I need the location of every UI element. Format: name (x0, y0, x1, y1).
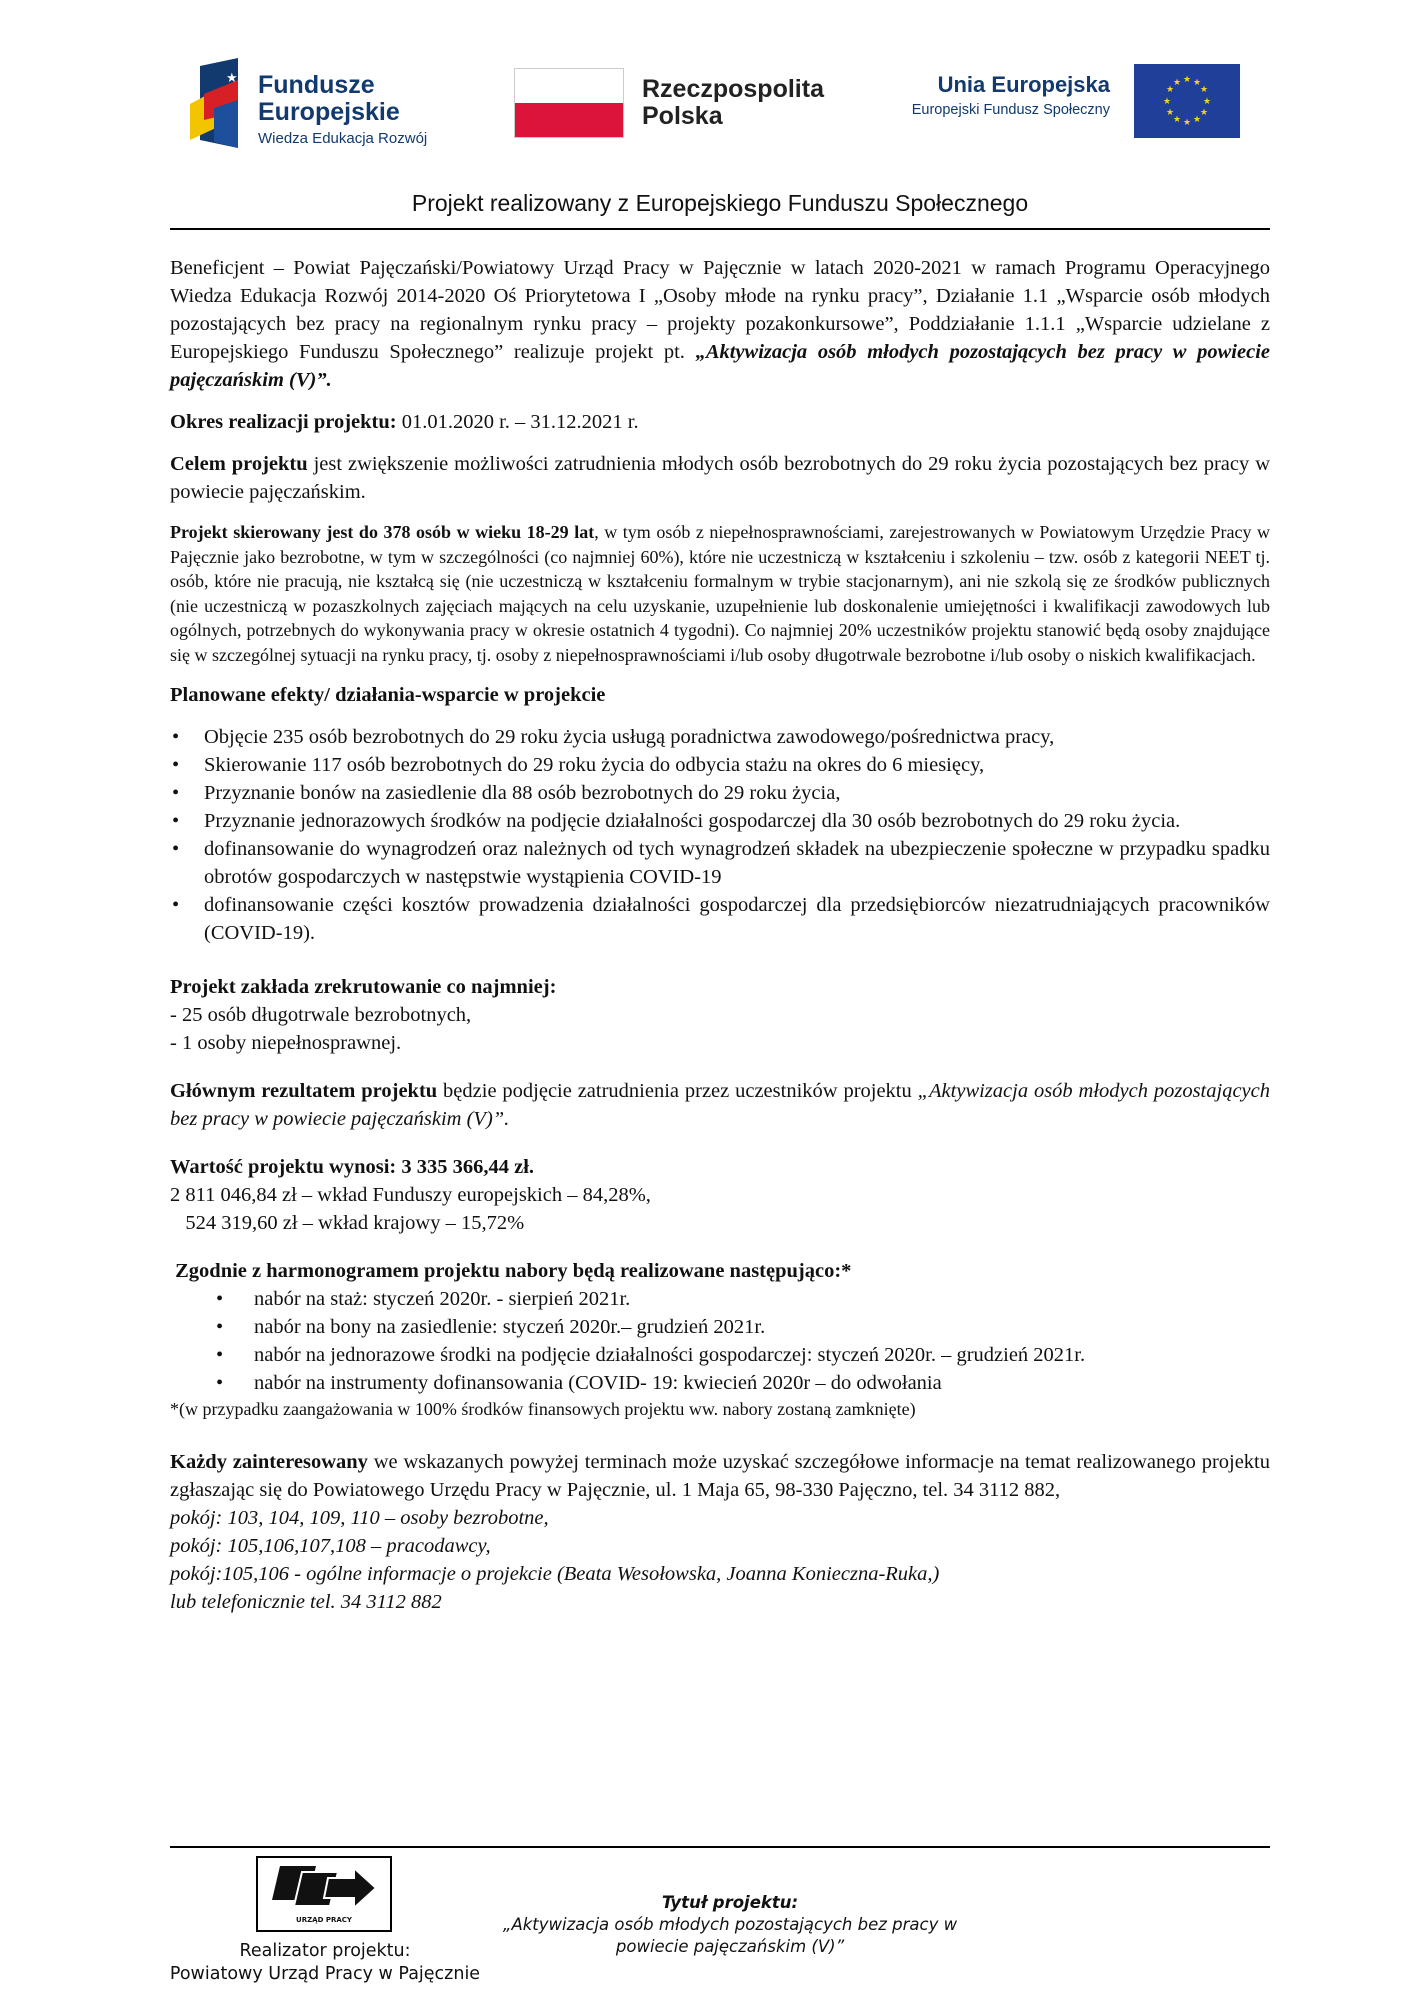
svg-text:★: ★ (1192, 77, 1202, 87)
realizator-label: Realizator projektu: (239, 1941, 411, 1961)
ue-title: Unia Europejska (937, 72, 1110, 97)
list-item: • Przyznanie bonów na zasiedlenie dla 88 osób bezrobotnych do 29 roku życia, (170, 779, 1270, 807)
polish-flag (514, 68, 624, 138)
fe-title-1: Fundusze (258, 71, 375, 99)
effects-heading-text: Planowane efekty/ działania-wsparcie w projekcie (170, 684, 606, 706)
project-title-footer (500, 1892, 960, 1958)
list-item: • Skierowanie 117 osób bezrobotnych do 29 roku życia do odbycia stażu na okres do 6 miesięcy, (170, 751, 1270, 779)
contact-line-4 (170, 1588, 1270, 1616)
ue-subtitle: Europejski Fundusz Społeczny (911, 102, 1110, 118)
list-item: • nabór na instrumenty dofinansowania (COVID- 19: kwiecień 2020r – do odwołania (210, 1369, 1270, 1397)
contact-line-2-text: pokój: 105,106,107,108 – pracodawcy, (170, 1534, 491, 1557)
goal-text: jest zwiększenie możliwości zatrudnienia młodych osób bezrobotnych do 29 roku życia pozostających bez pracy w powiecie pajęczańskim. (170, 453, 1270, 503)
period-paragraph (170, 408, 1270, 436)
value-heading (170, 1153, 1270, 1181)
value-line-2: 524 319,60 zł – wkład krajowy – 15,72% (170, 1212, 525, 1234)
recruitment-heading-text: Projekt zakłada zrekrutowanie co najmniej: (170, 976, 557, 998)
recruitment-heading (170, 973, 1270, 1001)
document-body (170, 254, 1270, 1616)
rzeczpospolita-polska-logo (514, 58, 824, 148)
intro-text: Beneficjent – Powiat Pajęczański/Powiatowy Urząd Pracy w Pajęcznie w latach 2020-2021 w ramach Programu Operacyjnego Wiedza Edukacja Rozwój 2014-2020 Oś Priorytetowa I „Osoby młode na rynku pracy”, Działanie 1.1 „Wsparcie osób młodych pozostających bez pracy na regionalnym rynku pracy – projekty pozakonkursowe”, Poddziałanie 1.1.1 „Wsparcie udzielane z Europejskiego Funduszu Społecznego” realizuje projekt pt. (170, 257, 1270, 363)
rp-line-1: Rzeczpospolita (642, 75, 824, 103)
contact-line-3 (170, 1560, 1270, 1588)
footer-rule (170, 1846, 1270, 1848)
schedule-note: *(w przypadku zaangażowania w 100% środków finansowych projektu ww. nabory zostaną zamknięte) (170, 1399, 916, 1419)
value-line-1: 2 811 046,84 zł – wkład Funduszy europejskich – 84,28%, (170, 1184, 651, 1206)
list-item: • Przyznanie jednorazowych środków na podjęcie działalności gospodarczej dla 30 osób bezrobotnych do 29 roku życia. (170, 807, 1270, 835)
fundusze-europejskie-logo (190, 58, 480, 148)
intro-paragraph (170, 254, 1270, 394)
svg-text:★: ★ (1202, 96, 1212, 106)
realizator (150, 1940, 500, 1986)
result-text: będzie podjęcie zatrudnienia przez uczestników projektu (437, 1080, 918, 1102)
fe-subtitle: Wiedza Edukacja Rozwój (258, 130, 428, 147)
urzad-pracy-stamp (256, 1856, 392, 1932)
effects-heading (170, 681, 1270, 709)
tytul-label: Tytuł projektu: (661, 1893, 799, 1912)
contact-line-4-text: lub telefonicznie tel. 34 3112 882 (170, 1590, 442, 1613)
period-value: 01.01.2020 r. – 31.12.2021 r. (396, 411, 639, 433)
realizator-name: Powiatowy Urząd Pracy w Pajęcznie (169, 1964, 481, 1984)
effects-list (170, 723, 1270, 947)
urzad-pracy-logo-icon (258, 1858, 390, 1930)
svg-text:★: ★ (226, 70, 238, 85)
goal-paragraph (170, 450, 1270, 506)
svg-text:★: ★ (1182, 74, 1192, 84)
list-item: • dofinansowanie do wynagrodzeń oraz należnych od tych wynagrodzeń składek na ubezpieczenie społeczne w przypadku spadku obrotów gospodarczych w następstwie wystąpienia COVID-19 (170, 835, 1270, 891)
list-item: • Objęcie 235 osób bezrobotnych do 29 roku życia usługą poradnictwa zawodowego/pośrednictwa pracy, (170, 723, 1270, 751)
list-item: • nabór na bony na zasiedlenie: styczeń 2020r.– grudzień 2021r. (210, 1313, 1270, 1341)
target-paragraph (170, 520, 1270, 667)
svg-text:★: ★ (1165, 84, 1175, 94)
schedule-heading-text: Zgodnie z harmonogramem projektu nabory będą realizowane następująco:* (170, 1260, 852, 1282)
footer (0, 1852, 1422, 2012)
contact-line-1 (170, 1504, 1270, 1532)
header-rule (170, 228, 1270, 230)
recruitment-line-1: - 25 osób długotrwale bezrobotnych, (170, 1004, 472, 1026)
svg-text:★: ★ (1182, 117, 1192, 127)
target-text: , w tym osób z niepełnosprawnościami, zarejestrowanych w Powiatowym Urzędzie Pracy w Pajęcznie jako bezrobotne, w tym w szczególności (co najmniej 60%), które nie uczestniczą w kształceniu i szkoleniu – tzw. osób z kategorii NEET tj. osób, które nie pracują, nie kształcą się (nie uczestniczą w kształceniu formalnym w trybie stacjonarnym), ani nie szkolą się ze środków publicznych (nie uczestniczą w pozaszkolnych zajęciach mających na celu uzyskanie, uzupełnienie lub doskonalenie umiejętności i kwalifikacji zawodowych lub ogólnych, potrzebnych do wykonywania pracy w okresie ostatnich 4 tygodni). Co najmniej 20% uczestników projektu stanowić będą osoby znajdujące się w szczególnej sytuacji na rynku pracy, tj. osoby z niepełnosprawnościami i/lub osoby długotrwale bezrobotne i/lub osoby o niskich kwalifikacjach. (170, 522, 1270, 665)
page-title: Projekt realizowany z Europejskiego Funduszu Społecznego (411, 190, 1029, 216)
unia-europejska-logo (870, 58, 1240, 148)
eu-flag-icon (1134, 64, 1240, 138)
svg-text:★: ★ (1172, 114, 1182, 124)
recruitment-line-2: - 1 osoby niepełnosprawnej. (170, 1032, 402, 1054)
fundusze-europejskie-emblem (190, 58, 250, 148)
period-label: Okres realizacji projektu: (170, 411, 397, 433)
logo-bar (190, 58, 1240, 148)
project-title: „Aktywizacja osób młodych pozostających bez pracy w powiecie pajęczańskim (V)”. (170, 341, 1270, 391)
contact-label: Każdy zainteresowany (170, 1450, 368, 1473)
result-title: „Aktywizacja osób młodych pozostających bez pracy w powiecie pajęczańskim (V)”. (170, 1080, 1270, 1130)
svg-text:★: ★ (1192, 114, 1202, 124)
stamp-text: URZĄD PRACY (296, 1916, 352, 1924)
list-item: • dofinansowanie części kosztów prowadzenia działalności gospodarczej dla przedsiębiorców niezatrudniających pracowników (COVID-19). (170, 891, 1270, 947)
list-item: • nabór na jednorazowe środki na podjęcie działalności gospodarczej: styczeń 2020r. – grudzień 2021r. (210, 1341, 1270, 1369)
contact-line-2 (170, 1532, 1270, 1560)
list-item: • nabór na staż: styczeń 2020r. - sierpień 2021r. (210, 1285, 1270, 1313)
value-heading-text: Wartość projektu wynosi: 3 335 366,44 zł. (170, 1156, 535, 1178)
tytul-value: „Aktywizacja osób młodych pozostających bez pracy w powiecie pajęczańskim (V)” (502, 1915, 958, 1956)
svg-text:★: ★ (1165, 107, 1175, 117)
target-label: Projekt skierowany jest do 378 osób w wieku 18-29 lat (170, 522, 595, 542)
fe-title-2: Europejskie (258, 98, 400, 126)
svg-text:★: ★ (1172, 77, 1182, 87)
contact-paragraph (170, 1448, 1270, 1504)
svg-text:★: ★ (1199, 84, 1209, 94)
schedule-list (170, 1285, 1270, 1397)
contact-text: we wskazanych powyżej terminach może uzyskać szczegółowe informacje na temat realizowanego projektu zgłaszając się do Powiatowego Urzędu Pracy w Pajęcznie, ul. 1 Maja 65, 98-330 Pajęczno, tel. 34 3112 882, (170, 1450, 1271, 1501)
svg-text:★: ★ (1162, 96, 1172, 106)
schedule-heading (170, 1257, 1270, 1285)
goal-label: Celem projektu (170, 453, 308, 475)
result-paragraph (170, 1077, 1270, 1133)
rp-line-2: Polska (642, 102, 723, 130)
svg-text:★: ★ (1199, 107, 1209, 117)
contact-line-3-text: pokój:105,106 - ogólne informacje o projekcie (Beata Wesołowska, Joanna Konieczna-Ruka,) (170, 1562, 940, 1585)
result-label: Głównym rezultatem projektu (170, 1080, 438, 1102)
contact-line-1-text: pokój: 103, 104, 109, 110 – osoby bezrobotne, (170, 1506, 549, 1529)
